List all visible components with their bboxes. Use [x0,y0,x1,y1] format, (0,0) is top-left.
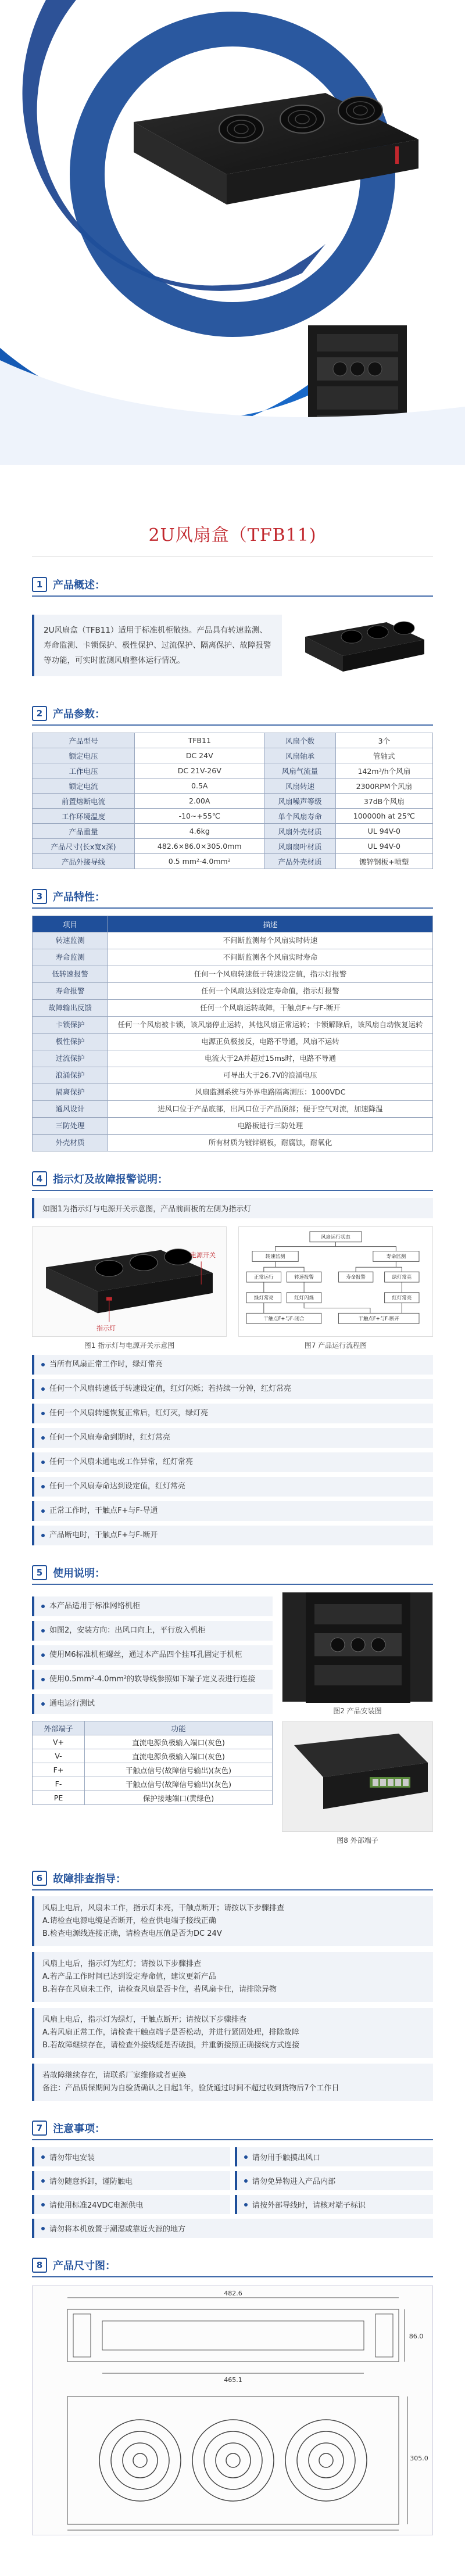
section-title: 产品尺寸图： [53,2260,116,2272]
note-text: 请使用标准24VDC电源供电 [49,2201,144,2210]
flow-node-label: 寿命报警 [346,1274,366,1280]
troubleshoot-item: 风扇上电后，指示灯为红灯；请按以下步骤排查 A.若产品工作时间已达到设定寿命值，建议更新产品 B.若存在风扇未工作，请检查风扇是否卡住，若风扇卡住，请排除异物 [32,1952,433,2002]
feature-desc: 风扇监测系统与外界电路隔离测压：1000VDC [108,1084,433,1101]
bullet-icon [41,1702,45,1706]
terminal-port: F+ [33,1763,85,1777]
param-value: 2300RPM个风扇 [335,778,432,794]
terminal-port: V+ [33,1735,85,1749]
hero-banner [0,0,465,465]
param-key: 额定电流 [33,778,135,794]
note-item [32,2195,230,2214]
features-row [33,1050,433,1067]
param-value: -10~+55℃ [135,809,264,824]
list-item [32,1526,433,1545]
param-value: 37dB个风扇 [335,794,432,809]
feature-name: 低转速报警 [33,966,108,983]
list-item [32,1355,433,1375]
feature-name: 寿命监测 [33,949,108,966]
section-params [32,706,433,869]
param-key: 单个风扇寿命 [264,809,335,824]
install-image [282,1592,433,1702]
params-row [33,824,433,839]
params-row [33,778,433,794]
overview-text: 2U风扇盒（TFB11）适用于标准机柜散热。产品具有转速监测、寿命监测、卡锁保护、极性保护、过流保护、隔离保护、故障报警等功能，可实时监测风扇整体运行情况。 [32,615,282,676]
param-key: 额定电压 [33,748,135,763]
feature-name: 外壳材质 [33,1135,108,1151]
params-table [32,733,433,869]
dim-width-label: 482.6 [224,2290,242,2297]
terminal-row [33,1763,273,1777]
flow-node-label: 寿命监测 [386,1253,406,1260]
note-text: 请勿随意拆卸，谨防触电 [49,2177,133,2186]
list-item [32,1379,433,1399]
figure-caption: 图8 外部端子 [337,1836,378,1845]
bullet-icon [41,1412,45,1415]
terminal-row [33,1749,273,1763]
flow-node-label: 干触点F+与F-闭合 [263,1315,305,1322]
section-number: 7 [32,2121,47,2136]
param-key: 风扇外壳材质 [264,824,335,839]
section-number: 2 [32,706,47,721]
section-title: 故障排查指导： [53,1873,126,1885]
param-value: 镀锌钢板+喷塑 [335,854,432,869]
feature-desc: 电源正负极接反，电路不导通，风扇不运转 [108,1034,433,1050]
param-key: 风扇扇叶材质 [264,839,335,854]
terminal-header-function: 功能 [85,1721,273,1735]
features-table [32,916,433,1151]
note-text: 请按外部导线时，请核对端子标识 [252,2201,366,2210]
param-key: 前置熔断电流 [33,794,135,809]
param-value: 482.6×86.0×305.0mm [135,839,264,854]
section-title: 指示灯及故障报警说明： [53,1174,168,1186]
feature-name: 过流保护 [33,1050,108,1067]
list-item [32,1694,273,1714]
list-item [32,1596,273,1616]
list-item-text: 使用0.5mm²-4.0mm²的软导线参照如下端子定义表进行连接 [49,1675,256,1684]
feature-desc: 任何一个风扇运转故障，干触点F+与F-断开 [108,1000,433,1017]
features-row [33,1118,433,1135]
note-text: 请勿免异物进入产品内部 [252,2177,336,2186]
param-value: DC 21V-26V [135,763,264,778]
param-key: 产品外接导线 [33,854,135,869]
note-text: 请勿用手触摸出风口 [252,2154,321,2162]
list-item-text: 任何一个风扇未通电或工作异常，红灯常亮 [49,1458,194,1466]
note-item [235,2171,433,2190]
list-item [32,1404,433,1423]
section-overview [32,577,433,686]
terminal-function: 保护接地端口(黄绿色) [85,1791,273,1805]
bullet-icon [41,1509,45,1513]
section-notes [32,2121,433,2238]
section-rule [32,907,433,909]
bullet-icon [41,1363,45,1366]
flow-node-label: 红灯闪烁 [294,1294,314,1301]
terminal-function: 干触点信号(故障信号输出)(灰色) [85,1763,273,1777]
list-item-text: 任何一个风扇转速低于转速设定值，红灯闪烁；若持续一分钟，红灯常亮 [49,1384,292,1393]
flow-node-label: 转速报警 [294,1274,314,1280]
flow-node-label: 转速监测 [265,1253,285,1260]
params-row [33,748,433,763]
section-usage [32,1565,433,1851]
bullet-icon [41,2227,45,2230]
feature-name: 寿命报警 [33,983,108,1000]
param-key: 风扇转速 [264,778,335,794]
figure-caption: 图2 产品安装图 [333,1707,382,1715]
section-title: 产品概述： [53,579,105,591]
params-row [33,809,433,824]
terminal-function: 干触点信号(故障信号输出)(灰色) [85,1777,273,1791]
features-row [33,949,433,966]
section-troubleshoot [32,1871,433,2101]
params-row [33,794,433,809]
section-number: 4 [32,1171,47,1186]
param-key: 风扇气流量 [264,763,335,778]
list-item-text: 本产品适用于标准网络机柜 [49,1602,141,1610]
list-item-text: 任何一个风扇寿命到期时，红灯常亮 [49,1433,171,1442]
terminal-port: PE [33,1791,85,1805]
section-rule [32,724,433,726]
terminal-image [282,1721,433,1832]
bullet-icon [41,1629,45,1633]
hero-graphic [0,0,465,465]
dimension-drawing [32,2286,433,2535]
param-key: 风扇噪声等级 [264,794,335,809]
features-row [33,1017,433,1034]
param-value: 0.5 mm²-4.0mm² [135,854,264,869]
param-key: 产品重量 [33,824,135,839]
features-row [33,1084,433,1101]
section-number: 8 [32,2258,47,2273]
section-features [32,889,433,1151]
bullet-icon [244,2203,248,2207]
feature-desc: 任何一个风扇达到设定寿命值，指示灯报警 [108,983,433,1000]
features-row [33,932,433,949]
flow-node-label: 红灯常亮 [392,1294,412,1301]
feature-name: 浪涌保护 [33,1067,108,1084]
note-item [32,2171,230,2190]
section-rule [32,2276,433,2277]
section-title: 产品特性： [53,891,105,903]
flow-node-label: 绿灯常亮 [392,1274,412,1280]
figure-caption: 图1 指示灯与电源开关示意图 [84,1341,175,1350]
list-item-text: 任何一个风扇寿命达到设定值，红灯常亮 [49,1482,186,1491]
bullet-icon [41,2203,45,2207]
param-value: UL 94V-0 [335,824,432,839]
figure-1 [32,1226,227,1350]
list-item [32,1428,433,1448]
feature-desc: 不间断监测各个风扇实时寿命 [108,949,433,966]
dim-height-label: 86.0 [409,2333,424,2340]
section-dimensions [32,2258,433,2535]
fan-box-front-image [33,1227,226,1336]
flow-node-label: 风扇运行状态 [321,1233,350,1240]
list-item [32,1645,273,1665]
list-item-text: 如图2，安装方向：出风口向上，平行放入机柜 [49,1626,206,1635]
dim-inner-label: 465.1 [224,2376,242,2384]
feature-desc: 可导出大于26.7V的浪涌电压 [108,1067,433,1084]
indicators-intro: 如图1为指示灯与电源开关示意图，产品前面板的左侧为指示灯 [32,1198,433,1218]
section-title: 注意事项： [53,2123,105,2135]
feature-name: 隔离保护 [33,1084,108,1101]
features-row [33,1034,433,1050]
list-item [32,1477,433,1497]
figure-7 [238,1226,433,1350]
list-item [32,1621,273,1641]
bullet-icon [41,1387,45,1391]
params-row [33,854,433,869]
list-item [32,1452,433,1472]
bullet-icon [41,1534,45,1537]
feature-name: 通风设计 [33,1101,108,1118]
note-item [32,2219,433,2238]
note-text: 请勿带电安装 [49,2154,95,2162]
features-row [33,1135,433,1151]
bullet-icon [41,1605,45,1608]
param-value: 4.6kg [135,824,264,839]
bullet-icon [41,1461,45,1464]
terminal-header-port: 外部端子 [33,1721,85,1735]
bullet-icon [41,2179,45,2183]
feature-name: 极性保护 [33,1034,108,1050]
param-value: 2.00A [135,794,264,809]
note-item [235,2147,433,2166]
note-item [235,2195,433,2214]
list-item-text: 产品断电时，干触点F+与F-断开 [49,1531,158,1540]
param-key: 工作环境温度 [33,809,135,824]
feature-name: 故障输出反馈 [33,1000,108,1017]
terminal-row [33,1735,273,1749]
note-text: 请勿将本机放置于潮湿或靠近火源的地方 [49,2225,186,2234]
section-rule [32,595,433,597]
terminal-port: F- [33,1777,85,1791]
list-item-text: 任何一个风扇转速恢复正常后，红灯灭，绿灯亮 [49,1409,209,1418]
list-item [32,1501,433,1521]
feature-desc: 所有材质为镀锌钢板，耐腐蚀，耐氧化 [108,1135,433,1151]
bullet-icon [41,1678,45,1681]
troubleshoot-item: 风扇上电后，指示灯为绿灯，干触点断开；请按以下步骤排查 A.若风扇正常工作，请检查干触点端子是否松动，并进行紧固处理，排除故障 B.若故障继续存在，请检查外接线缆是否破损，并重新接照正确接线方式连接 [32,2008,433,2058]
flow-node-label: 干触点F+与F-断开 [358,1315,399,1322]
param-value: 0.5A [135,778,264,794]
fan-box-thumbnail [294,605,433,686]
param-key: 产品外壳材质 [264,854,335,869]
label-power: 电源开关 [190,1251,216,1259]
flow-chart [239,1227,432,1336]
param-value: UL 94V-0 [335,839,432,854]
feature-desc: 进风口位于产品底部，出风口位于产品顶部；便于空气对流，加速降温 [108,1101,433,1118]
dim-depth-label: 305.0 [410,2455,428,2462]
param-key: 工作电压 [33,763,135,778]
flow-node-label: 绿灯常亮 [254,1294,274,1301]
feature-desc: 电流大于2A并超过15ms时，电路不导通 [108,1050,433,1067]
section-number: 5 [32,1565,47,1580]
terminal-function: 直流电源负极输入端口(灰色) [85,1749,273,1763]
features-row [33,1067,433,1084]
param-key: 产品尺寸(长x宽x深) [33,839,135,854]
feature-name: 卡锁保护 [33,1017,108,1034]
bullet-icon [244,2179,248,2183]
troubleshoot-item: 若故障继续存在，请联系厂家维修或者更换 备注：产品质保期间为自验货确认之日起1年，验货通过时间不超过收到货物后7个工作日 [32,2064,433,2101]
list-item [32,1670,273,1689]
feature-name: 三防处理 [33,1118,108,1135]
features-row [33,966,433,983]
param-key: 产品型号 [33,733,135,748]
params-row [33,763,433,778]
terminal-row [33,1791,273,1805]
feature-name: 转速监测 [33,932,108,949]
param-key: 风扇轴承 [264,748,335,763]
section-indicators [32,1171,433,1545]
feature-desc: 电路板进行三防处理 [108,1118,433,1135]
terminal-row [33,1777,273,1791]
section-title: 使用说明： [53,1567,105,1580]
param-value: TFB11 [135,733,264,748]
section-rule [32,1584,433,1585]
params-row [33,839,433,854]
terminal-table [32,1721,273,1805]
list-item-text: 当所有风扇正常工作时，绿灯常亮 [49,1360,163,1369]
list-item-text: 使用M6标准机柜螺丝，通过本产品四个挂耳孔固定于机柜 [49,1651,242,1659]
param-key: 风扇个数 [264,733,335,748]
feature-desc: 任何一个风扇转速低于转速设定值，指示灯报警 [108,966,433,983]
features-row [33,1000,433,1017]
params-row [33,733,433,748]
bullet-icon [41,1653,45,1657]
label-light: 指示灯 [96,1325,116,1332]
troubleshoot-item: 风扇上电后，风扇未工作，指示灯未亮，干触点断开；请按以下步骤排查 A.请检查电源电缆是否断开，检查供电端子接线正确 B.检查电源线连接正确，请检查电压值是否为DC 24V [32,1896,433,1946]
features-row [33,983,433,1000]
note-item [32,2147,230,2166]
param-value: 3个 [335,733,432,748]
list-item-text: 正常工作时，干触点F+与F-导通 [49,1506,158,1515]
section-number: 1 [32,577,47,592]
param-value: DC 24V [135,748,264,763]
terminal-function: 直流电源负极输入端口(灰色) [85,1735,273,1749]
flow-node-label: 正常运行 [254,1274,274,1280]
features-header-item: 项目 [33,916,108,932]
feature-desc: 不间断监测每个风扇实时转速 [108,932,433,949]
section-rule [32,1889,433,1890]
features-row [33,1101,433,1118]
list-item-text: 通电运行测试 [49,1699,95,1708]
product-title: 2U风扇盒（TFB11) [148,525,317,546]
features-header-desc: 描述 [108,916,433,932]
param-value: 142m³/h个风扇 [335,763,432,778]
bullet-icon [244,2155,248,2159]
section-title: 产品参数： [53,708,105,720]
param-value: 管轴式 [335,748,432,763]
feature-desc: 任何一个风扇被卡锁，该风扇停止运转，其他风扇正常运转；卡锁解除后，该风扇自动恢复运转 [108,1017,433,1034]
bullet-icon [41,1485,45,1488]
section-rule [32,1190,433,1191]
section-number: 6 [32,1871,47,1886]
section-rule [32,2139,433,2140]
bullet-icon [41,1436,45,1440]
section-number: 3 [32,889,47,904]
figure-caption: 图7 产品运行流程图 [304,1341,367,1350]
terminal-port: V- [33,1749,85,1763]
param-value: 100000h at 25℃ [335,809,432,824]
bullet-icon [41,2155,45,2159]
